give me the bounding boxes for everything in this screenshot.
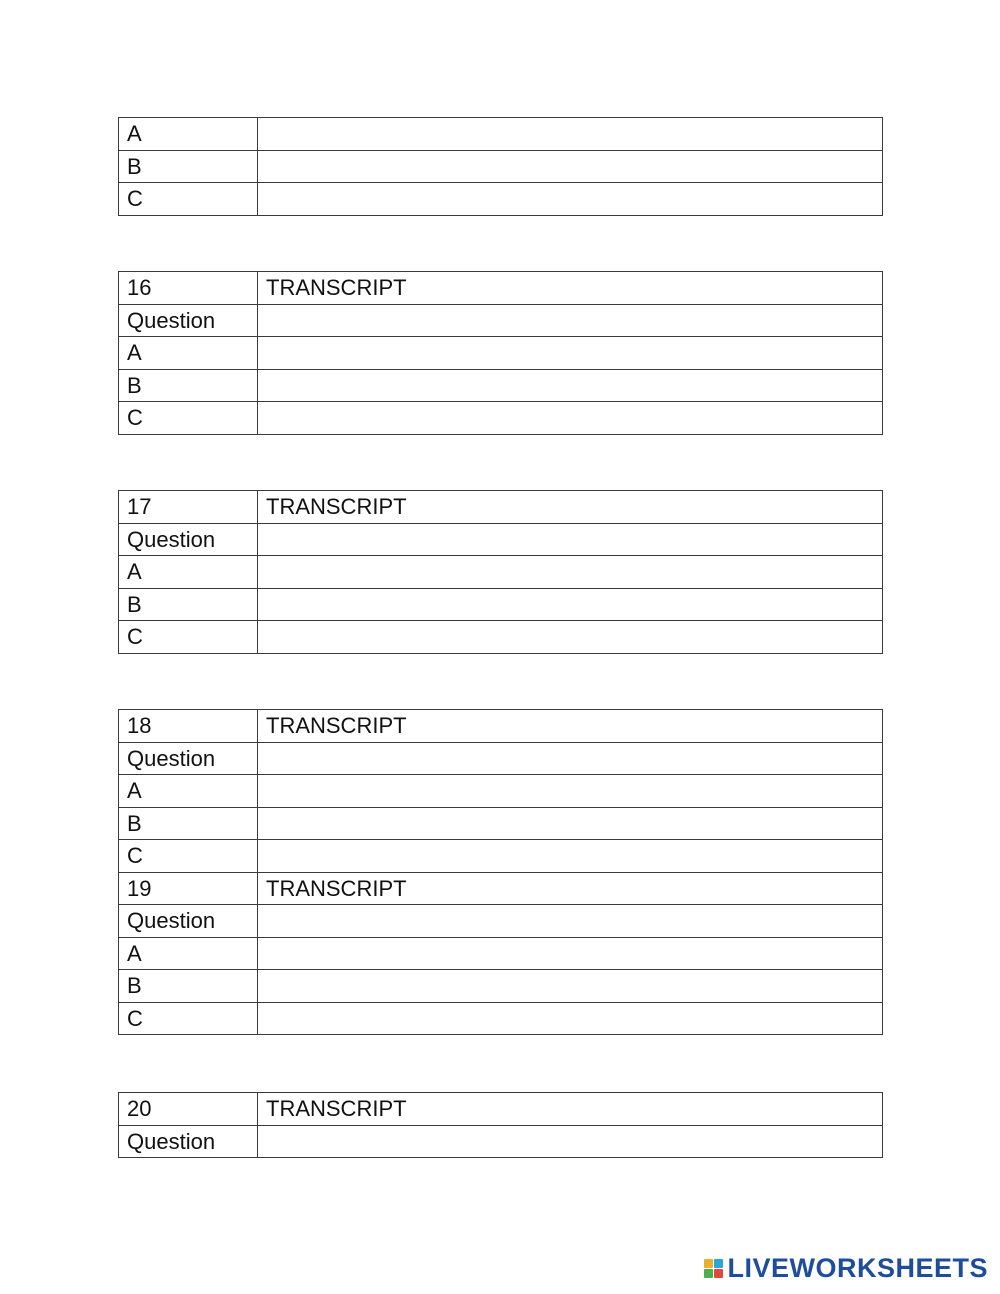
row-label: 17 bbox=[119, 491, 258, 524]
table-row bbox=[119, 369, 883, 402]
answer-cell[interactable] bbox=[258, 937, 883, 970]
answer-cell[interactable] bbox=[258, 775, 883, 808]
row-heading-cell: TRANSCRIPT bbox=[258, 491, 883, 524]
row-label: B bbox=[119, 807, 258, 840]
row-label: Question bbox=[119, 905, 258, 938]
liveworksheets-logo bbox=[704, 1253, 988, 1284]
row-heading-cell: TRANSCRIPT bbox=[258, 272, 883, 305]
table-row bbox=[119, 775, 883, 808]
row-label: C bbox=[119, 1002, 258, 1035]
liveworksheets-logo-icon bbox=[704, 1259, 723, 1278]
row-label: B bbox=[119, 970, 258, 1003]
answer-cell[interactable] bbox=[258, 807, 883, 840]
answer-cell[interactable] bbox=[258, 905, 883, 938]
row-heading-cell: TRANSCRIPT bbox=[258, 872, 883, 905]
logo-square-3 bbox=[704, 1269, 713, 1278]
logo-square-2 bbox=[714, 1259, 723, 1268]
row-label: C bbox=[119, 621, 258, 654]
answer-cell[interactable] bbox=[258, 118, 883, 151]
answer-cell[interactable] bbox=[258, 369, 883, 402]
answer-table bbox=[118, 271, 883, 435]
answer-table bbox=[118, 709, 883, 1035]
row-label: A bbox=[119, 118, 258, 151]
table-row bbox=[119, 742, 883, 775]
answer-cell[interactable] bbox=[258, 337, 883, 370]
row-label: Question bbox=[119, 742, 258, 775]
row-label: C bbox=[119, 840, 258, 873]
answer-cell[interactable] bbox=[258, 588, 883, 621]
answer-cell[interactable] bbox=[258, 402, 883, 435]
answer-cell[interactable] bbox=[258, 304, 883, 337]
table-row bbox=[119, 872, 883, 905]
table-row bbox=[119, 588, 883, 621]
row-label: 18 bbox=[119, 710, 258, 743]
answer-cell[interactable] bbox=[258, 840, 883, 873]
table-row bbox=[119, 402, 883, 435]
answer-cell[interactable] bbox=[258, 970, 883, 1003]
table-row bbox=[119, 905, 883, 938]
answer-table bbox=[118, 117, 883, 216]
row-label: B bbox=[119, 150, 258, 183]
answer-cell[interactable] bbox=[258, 183, 883, 216]
logo-square-4 bbox=[714, 1269, 723, 1278]
table-row bbox=[119, 1002, 883, 1035]
row-label: Question bbox=[119, 523, 258, 556]
table-row bbox=[119, 523, 883, 556]
answer-cell[interactable] bbox=[258, 621, 883, 654]
table-row bbox=[119, 183, 883, 216]
table-row bbox=[119, 710, 883, 743]
row-label: B bbox=[119, 369, 258, 402]
answer-cell[interactable] bbox=[258, 1002, 883, 1035]
table-row bbox=[119, 621, 883, 654]
table-row bbox=[119, 937, 883, 970]
answer-cell[interactable] bbox=[258, 1125, 883, 1158]
row-label: A bbox=[119, 937, 258, 970]
row-label: 16 bbox=[119, 272, 258, 305]
table-row bbox=[119, 1093, 883, 1126]
answer-table bbox=[118, 1092, 883, 1158]
table-row bbox=[119, 304, 883, 337]
table-row bbox=[119, 150, 883, 183]
table-row bbox=[119, 970, 883, 1003]
logo-square-1 bbox=[704, 1259, 713, 1268]
table-row bbox=[119, 272, 883, 305]
row-label: B bbox=[119, 588, 258, 621]
table-row bbox=[119, 840, 883, 873]
row-label: A bbox=[119, 556, 258, 589]
row-heading-cell: TRANSCRIPT bbox=[258, 1093, 883, 1126]
row-label: A bbox=[119, 775, 258, 808]
row-label: Question bbox=[119, 304, 258, 337]
table-row bbox=[119, 337, 883, 370]
table-row bbox=[119, 556, 883, 589]
row-label: 19 bbox=[119, 872, 258, 905]
table-row bbox=[119, 491, 883, 524]
table-row bbox=[119, 1125, 883, 1158]
row-heading-cell: TRANSCRIPT bbox=[258, 710, 883, 743]
row-label: C bbox=[119, 402, 258, 435]
answer-cell[interactable] bbox=[258, 150, 883, 183]
answer-cell[interactable] bbox=[258, 523, 883, 556]
table-row bbox=[119, 807, 883, 840]
answer-cell[interactable] bbox=[258, 556, 883, 589]
row-label: 20 bbox=[119, 1093, 258, 1126]
row-label: Question bbox=[119, 1125, 258, 1158]
row-label: C bbox=[119, 183, 258, 216]
row-label: A bbox=[119, 337, 258, 370]
answer-table bbox=[118, 490, 883, 654]
answer-cell[interactable] bbox=[258, 742, 883, 775]
liveworksheets-logo-text: LIVEWORKSHEETS bbox=[727, 1253, 988, 1283]
table-row bbox=[119, 118, 883, 151]
